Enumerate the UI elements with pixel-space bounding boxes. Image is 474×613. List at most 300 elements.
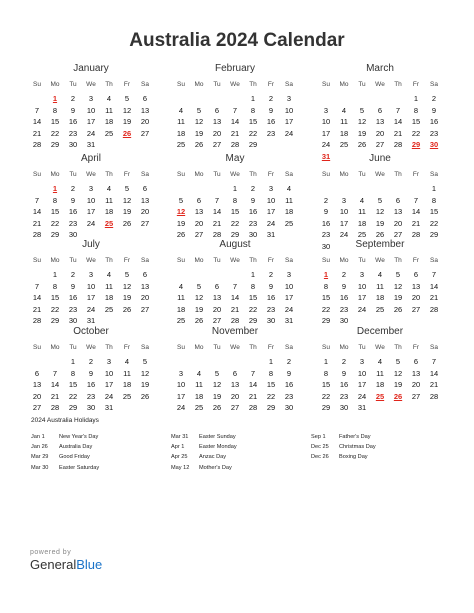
day-cell: 26 (122, 304, 132, 314)
day-cell: 7 (431, 270, 437, 279)
day-cell: 24 (357, 304, 367, 314)
day-cell: 19 (140, 380, 150, 390)
day-cell: 6 (196, 195, 202, 205)
weekday-label: Mo (194, 171, 204, 178)
empty-day-cell (172, 356, 190, 368)
day-cell: 3 (359, 270, 365, 279)
day-cell: 4 (286, 184, 292, 193)
brand-text-general: General (30, 557, 77, 572)
day-cell: 20 (212, 304, 222, 314)
holiday-day-cell: 30 (429, 140, 439, 150)
week-row (172, 368, 298, 380)
day-cell: 15 (50, 207, 60, 217)
day-cell: 20 (140, 293, 150, 303)
day-cell: 3 (323, 105, 329, 115)
weekday-label: Su (177, 81, 185, 88)
day-cell: 6 (395, 195, 401, 205)
day-cell: 13 (140, 281, 150, 291)
day-cell: 28 (212, 230, 222, 240)
day-cell: 7 (250, 368, 256, 378)
holiday-name: Mother's Day (199, 464, 232, 471)
day-cell: 18 (176, 128, 186, 138)
day-cell: 16 (266, 293, 276, 303)
day-cell: 6 (142, 94, 148, 103)
day-cell: 25 (176, 140, 186, 150)
day-cell: 6 (142, 184, 148, 193)
empty-day-cell (226, 269, 244, 281)
day-cell: 20 (230, 391, 240, 401)
week-row (172, 356, 298, 368)
day-cell: 20 (411, 380, 421, 390)
day-cell: 19 (393, 293, 403, 303)
day-cell: 6 (214, 281, 220, 291)
day-cell: 23 (284, 391, 294, 401)
empty-day-cell (28, 269, 46, 281)
day-cell: 25 (339, 140, 349, 150)
holiday-date: Dec 26 (311, 454, 329, 461)
day-cell: 21 (248, 391, 258, 401)
week-row (28, 281, 154, 293)
weekday-label: We (86, 81, 96, 88)
weekday-label: We (86, 257, 96, 264)
day-cell: 29 (50, 316, 60, 326)
day-cell: 11 (195, 380, 203, 390)
day-cell: 6 (142, 270, 148, 279)
day-cell: 11 (177, 293, 185, 303)
month-march (317, 63, 443, 163)
empty-day-cell (28, 356, 46, 368)
month-name: September (355, 239, 405, 250)
weekday-label: Su (177, 171, 185, 178)
holiday-day-cell: 31 (321, 151, 331, 161)
day-cell: 15 (429, 207, 439, 217)
day-cell: 29 (266, 403, 276, 413)
week-row (317, 139, 443, 151)
day-cell: 12 (212, 380, 222, 390)
day-cell: 25 (104, 304, 114, 314)
day-cell: 1 (250, 94, 256, 103)
day-cell: 13 (140, 195, 150, 205)
week-row (172, 218, 298, 230)
day-cell: 3 (178, 368, 184, 378)
day-cell: 9 (70, 281, 76, 291)
day-cell: 25 (194, 403, 204, 413)
day-cell: 17 (86, 117, 96, 127)
empty-day-cell (317, 183, 335, 195)
day-cell: 29 (248, 140, 258, 150)
day-cell: 11 (105, 195, 113, 205)
day-cell: 2 (341, 357, 347, 366)
day-cell: 8 (52, 281, 58, 291)
empty-day-cell (46, 356, 64, 368)
month-name: January (73, 63, 109, 74)
weekday-label: Su (33, 344, 41, 351)
day-cell: 19 (375, 218, 385, 228)
day-cell: 28 (411, 230, 421, 240)
holiday-item (31, 452, 161, 462)
month-name: August (219, 239, 251, 250)
day-cell: 7 (214, 195, 220, 205)
day-cell: 30 (68, 230, 78, 240)
day-cell: 28 (32, 140, 42, 150)
weekday-label: Sa (285, 344, 293, 351)
weekday-label: We (230, 81, 240, 88)
week-row (317, 105, 443, 117)
holiday-name: Boxing Day (339, 454, 368, 461)
day-cell: 13 (32, 380, 42, 390)
day-cell: 2 (286, 357, 292, 366)
holiday-day-cell: 25 (104, 218, 114, 228)
day-cell: 27 (212, 140, 222, 150)
day-cell: 14 (32, 207, 42, 217)
holiday-day-cell: 1 (52, 184, 58, 193)
holiday-date: Sep 1 (311, 434, 326, 440)
day-cell: 16 (339, 293, 349, 303)
day-cell: 27 (230, 403, 240, 413)
day-cell: 23 (68, 304, 78, 314)
day-cell: 9 (250, 195, 256, 205)
day-cell: 10 (284, 281, 294, 291)
day-cell: 11 (105, 281, 113, 291)
day-cell: 9 (341, 281, 347, 291)
day-cell: 2 (431, 94, 437, 103)
day-cell: 1 (232, 184, 238, 193)
empty-day-cell (389, 402, 407, 414)
day-cell: 23 (266, 128, 276, 138)
day-cell: 23 (321, 230, 331, 240)
empty-day-cell (172, 183, 190, 195)
empty-day-cell (389, 183, 407, 195)
day-cell: 13 (212, 117, 222, 127)
day-cell: 24 (321, 140, 331, 150)
holiday-column (31, 432, 161, 473)
weekday-label: Tu (213, 257, 221, 264)
holiday-item (31, 432, 161, 442)
day-cell: 1 (413, 94, 419, 103)
day-cell: 25 (176, 316, 186, 326)
week-row (28, 105, 154, 117)
day-cell: 21 (50, 391, 60, 401)
weekday-label: Mo (50, 344, 60, 351)
day-cell: 27 (375, 140, 385, 150)
day-cell: 9 (70, 105, 76, 115)
day-cell: 28 (32, 230, 42, 240)
day-cell: 13 (212, 293, 222, 303)
empty-day-cell (136, 139, 154, 151)
weekday-label: Th (249, 171, 257, 178)
day-cell: 11 (358, 207, 366, 217)
holiday-name: Father's Day (339, 434, 371, 440)
holiday-date: May 12 (171, 464, 190, 471)
day-cell: 8 (70, 368, 76, 378)
page-title: Australia 2024 Calendar (129, 30, 345, 51)
weekday-label: Fr (412, 344, 420, 351)
day-cell: 17 (86, 293, 96, 303)
weekday-label: Th (394, 81, 402, 88)
day-cell: 21 (429, 380, 439, 390)
empty-day-cell (407, 402, 425, 414)
brand-logo (30, 557, 102, 572)
empty-day-cell (118, 139, 136, 151)
holidays-title: 2024 Australia Holidays (31, 417, 99, 424)
month-october (28, 326, 154, 414)
holiday-item (31, 463, 161, 473)
holiday-name: Easter Saturday (59, 464, 100, 471)
day-cell: 24 (284, 304, 294, 314)
holiday-day-cell: 26 (122, 128, 132, 138)
empty-day-cell (371, 183, 389, 195)
week-row (172, 195, 298, 207)
empty-day-cell (425, 402, 443, 414)
day-cell: 10 (176, 380, 186, 390)
day-cell: 8 (268, 368, 274, 378)
day-cell: 6 (232, 368, 238, 378)
day-cell: 4 (377, 270, 383, 279)
day-cell: 17 (86, 207, 96, 217)
weekday-label: Fr (412, 81, 420, 88)
day-cell: 20 (140, 117, 150, 127)
weekday-label: Fr (123, 257, 131, 264)
holiday-day-cell: 25 (375, 391, 385, 401)
empty-day-cell (28, 183, 46, 195)
month-january (28, 63, 154, 151)
day-cell: 3 (286, 94, 292, 103)
day-cell: 17 (339, 218, 349, 228)
day-cell: 24 (86, 218, 96, 228)
day-cell: 21 (230, 128, 240, 138)
day-cell: 28 (230, 316, 240, 326)
day-cell: 2 (341, 270, 347, 279)
month-november (172, 326, 298, 414)
day-cell: 30 (86, 403, 96, 413)
month-december (317, 326, 443, 414)
day-cell: 21 (32, 218, 42, 228)
week-row (28, 116, 154, 128)
day-cell: 24 (357, 391, 367, 401)
day-cell: 5 (359, 105, 365, 115)
day-cell: 31 (86, 316, 96, 326)
day-cell: 14 (411, 207, 421, 217)
weekday-label: Sa (285, 81, 293, 88)
weekday-header (172, 343, 298, 353)
day-cell: 30 (321, 241, 331, 251)
day-cell: 18 (194, 391, 204, 401)
day-cell: 29 (321, 316, 331, 326)
weekday-label: We (230, 171, 240, 178)
day-cell: 7 (413, 195, 419, 205)
day-cell: 13 (140, 105, 150, 115)
day-cell: 12 (122, 281, 132, 291)
weekday-label: Su (322, 171, 330, 178)
weekday-header (172, 170, 298, 180)
empty-day-cell (100, 139, 118, 151)
weekday-header (28, 343, 154, 353)
day-cell: 14 (32, 293, 42, 303)
day-cell: 2 (323, 195, 329, 205)
day-cell: 24 (104, 391, 114, 401)
day-cell: 8 (413, 105, 419, 115)
brand-text-blue: Blue (76, 557, 103, 572)
month-name: May (225, 153, 245, 164)
day-cell: 18 (104, 293, 114, 303)
day-cell: 10 (86, 281, 96, 291)
day-cell: 3 (286, 270, 292, 279)
week-row (28, 139, 154, 151)
day-cell: 16 (266, 117, 276, 127)
day-cell: 26 (194, 316, 204, 326)
day-cell: 7 (34, 195, 40, 205)
day-cell: 7 (395, 105, 401, 115)
month-name: June (369, 153, 391, 164)
day-cell: 7 (52, 368, 58, 378)
day-cell: 18 (122, 380, 132, 390)
weekday-header (28, 256, 154, 266)
day-cell: 17 (104, 380, 114, 390)
day-cell: 15 (230, 207, 240, 217)
empty-day-cell (136, 402, 154, 414)
day-cell: 21 (212, 218, 222, 228)
week-row (172, 292, 298, 304)
day-cell: 5 (124, 184, 130, 193)
day-cell: 21 (411, 218, 421, 228)
day-cell: 20 (32, 391, 42, 401)
week-row (28, 304, 154, 316)
day-cell: 30 (248, 230, 258, 240)
day-cell: 3 (268, 184, 274, 193)
day-cell: 17 (284, 117, 294, 127)
day-cell: 16 (321, 218, 331, 228)
weekday-header (317, 256, 443, 266)
day-cell: 23 (68, 218, 78, 228)
day-cell: 28 (393, 140, 403, 150)
day-cell: 10 (86, 105, 96, 115)
day-cell: 16 (68, 293, 78, 303)
weekday-label: Sa (141, 81, 149, 88)
empty-day-cell (226, 93, 244, 105)
holiday-date: Jan 1 (31, 434, 45, 440)
day-cell: 31 (86, 140, 96, 150)
week-row (172, 139, 298, 151)
day-cell: 3 (88, 184, 94, 193)
day-cell: 30 (266, 316, 276, 326)
day-cell: 9 (70, 195, 76, 205)
day-cell: 23 (248, 218, 258, 228)
day-cell: 7 (431, 357, 437, 366)
day-cell: 3 (359, 357, 365, 366)
day-cell: 19 (122, 117, 132, 127)
holiday-item (311, 452, 441, 462)
day-cell: 2 (70, 184, 76, 193)
holiday-name: Easter Sunday (199, 434, 236, 440)
day-cell: 30 (339, 316, 349, 326)
powered-by-label: powered by (30, 549, 72, 556)
day-cell: 16 (68, 117, 78, 127)
month-may (172, 153, 298, 241)
weekday-label: Sa (285, 257, 293, 264)
weekday-label: Sa (430, 344, 438, 351)
day-cell: 20 (140, 207, 150, 217)
day-cell: 10 (321, 117, 331, 127)
empty-day-cell (190, 93, 208, 105)
weekday-label: We (375, 257, 385, 264)
weekday-label: Th (394, 257, 402, 264)
month-april (28, 153, 154, 241)
day-cell: 17 (321, 128, 331, 138)
empty-day-cell (407, 183, 425, 195)
weekday-label: We (375, 171, 385, 178)
empty-day-cell (317, 93, 335, 105)
day-cell: 28 (50, 403, 60, 413)
day-cell: 7 (232, 281, 238, 291)
weekday-label: Su (177, 344, 185, 351)
day-cell: 4 (106, 184, 112, 193)
day-cell: 2 (268, 94, 274, 103)
holiday-date: Mar 30 (31, 464, 49, 471)
holiday-day-cell: 29 (411, 140, 421, 150)
day-cell: 29 (321, 403, 331, 413)
weekday-label: We (86, 344, 96, 351)
day-cell: 12 (393, 281, 403, 291)
month-name: November (211, 326, 259, 337)
weekday-label: Mo (50, 257, 60, 264)
day-cell: 28 (248, 403, 258, 413)
day-cell: 11 (376, 281, 384, 291)
day-cell: 30 (68, 140, 78, 150)
day-cell: 13 (194, 207, 204, 217)
day-cell: 8 (323, 281, 329, 291)
weekday-label: Fr (267, 171, 275, 178)
day-cell: 14 (230, 117, 240, 127)
day-cell: 13 (375, 117, 385, 127)
weekday-label: We (230, 344, 240, 351)
holiday-date: Mar 31 (171, 434, 189, 440)
weekday-label: We (230, 257, 240, 264)
day-cell: 3 (341, 195, 347, 205)
day-cell: 10 (357, 281, 367, 291)
holiday-item (311, 432, 441, 442)
week-row (28, 368, 154, 380)
day-cell: 14 (50, 380, 60, 390)
holiday-item (171, 432, 301, 442)
week-row (317, 292, 443, 304)
day-cell: 17 (176, 391, 186, 401)
day-cell: 16 (284, 380, 294, 390)
day-cell: 3 (106, 357, 112, 366)
weekday-label: Fr (267, 257, 275, 264)
week-row (317, 356, 443, 368)
day-cell: 4 (359, 195, 365, 205)
week-row (317, 128, 443, 140)
empty-day-cell (262, 139, 280, 151)
day-cell: 1 (323, 357, 329, 366)
empty-day-cell (172, 269, 190, 281)
day-cell: 12 (194, 117, 204, 127)
day-cell: 14 (248, 380, 258, 390)
weekday-label: Tu (358, 171, 366, 178)
day-cell: 17 (357, 380, 367, 390)
empty-day-cell (335, 93, 353, 105)
day-cell: 15 (411, 117, 421, 127)
day-cell: 8 (323, 368, 329, 378)
month-name: October (73, 326, 109, 337)
day-cell: 15 (68, 380, 78, 390)
day-cell: 31 (104, 403, 114, 413)
day-cell: 12 (357, 117, 367, 127)
week-row (172, 105, 298, 117)
week-row (317, 391, 443, 403)
week-row (28, 195, 154, 207)
day-cell: 10 (339, 207, 349, 217)
